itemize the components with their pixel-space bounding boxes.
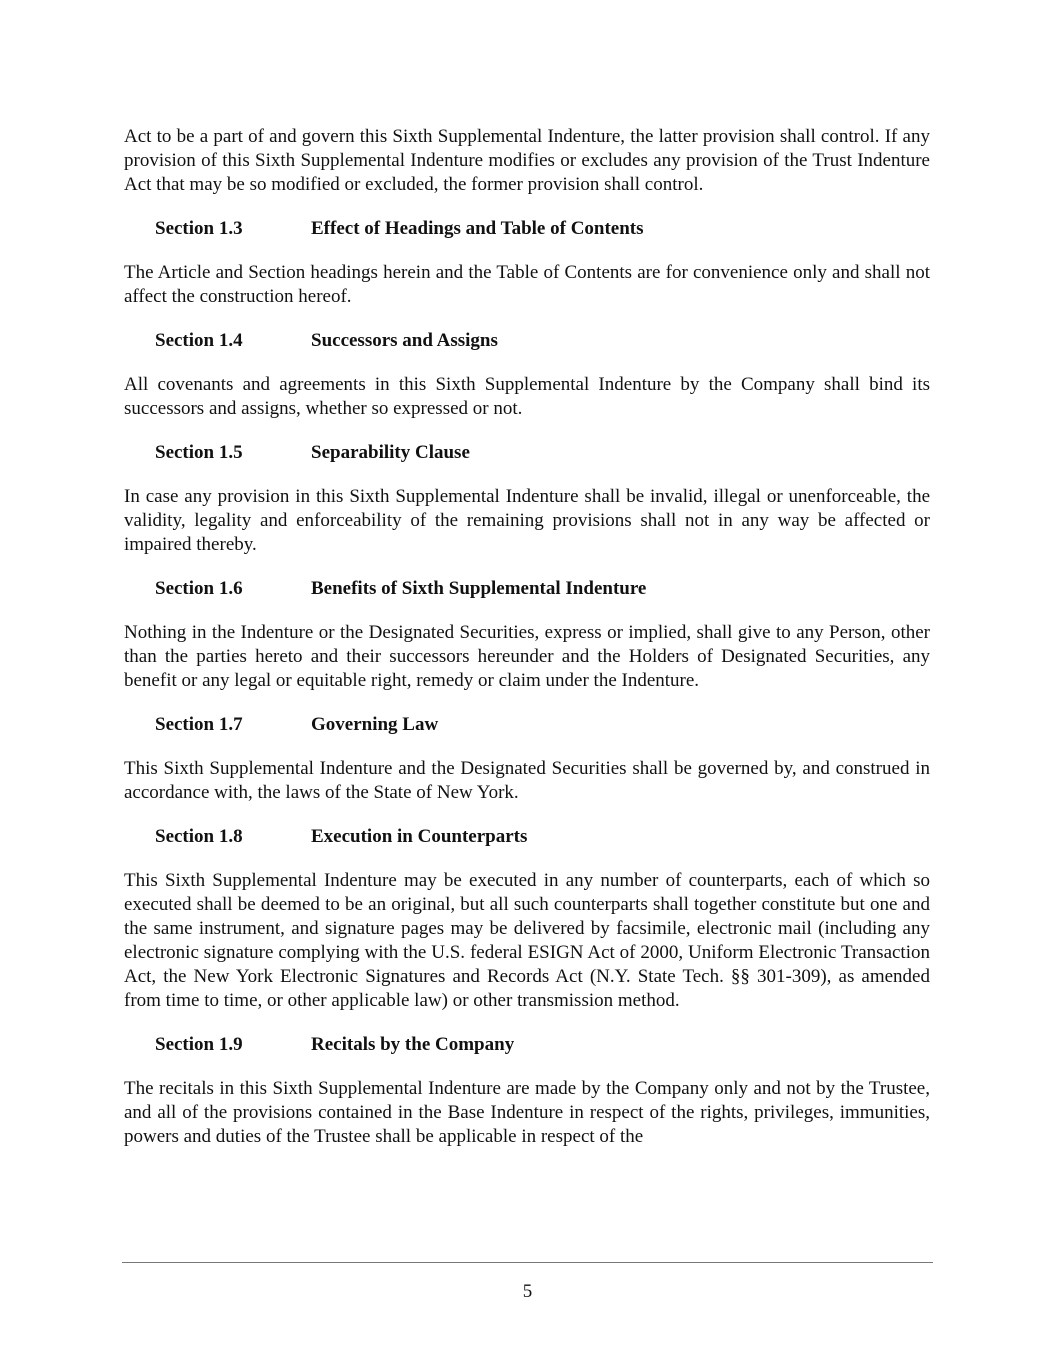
section-body: The recitals in this Sixth Supplemental Indenture are made by the Company only and not by the Trustee, and all of the provisions contained in the Base Indenture in respect of the rights, privileges, immunities, powers and duties of the Trustee shall be applicable in respect of the [124,1078,930,1147]
section-number: Section 1.9 [155,1034,243,1055]
footer-divider [122,1262,933,1263]
section-heading [124,825,930,849]
section-heading [124,577,930,601]
section-title: Execution in Counterparts [311,826,528,847]
section-title: Effect of Headings and Table of Contents [311,218,644,239]
section-body: This Sixth Supplemental Indenture and the Designated Securities shall be governed by, and construed in accordance with, the laws of the State of New York. [124,758,930,803]
document-page [124,125,930,1149]
section-heading [124,217,930,241]
section-body: The Article and Section headings herein and the Table of Contents are for convenience only and shall not affect the construction hereof. [124,262,930,307]
section-heading [124,713,930,737]
section-title: Recitals by the Company [311,1034,515,1055]
intro-paragraph: Act to be a part of and govern this Sixth Supplemental Indenture, the latter provision shall control. If any provision of this Sixth Supplemental Indenture modifies or excludes any provision of the Trust Indenture Act that may be so modified or excluded, the former provision shall control. [124,126,930,195]
section-title: Successors and Assigns [311,330,498,351]
section-title: Separability Clause [311,442,470,463]
page-number: 5 [522,1281,533,1302]
section-number: Section 1.6 [155,578,243,599]
section-body: All covenants and agreements in this Sixth Supplemental Indenture by the Company shall bind its successors and assigns, whether so expressed or not. [124,374,930,419]
section-number: Section 1.8 [155,826,243,847]
section-heading [124,1033,930,1057]
section-heading [124,329,930,353]
section-number: Section 1.4 [155,330,243,351]
section-body: In case any provision in this Sixth Supplemental Indenture shall be invalid, illegal or unenforceable, the validity, legality and enforceability of the remaining provisions shall not in any way be affected or impaired thereby. [124,486,930,555]
section-number: Section 1.5 [155,442,243,463]
section-body: This Sixth Supplemental Indenture may be executed in any number of counterparts, each of which so executed shall be deemed to be an original, but all such counterparts shall together constitute but one and the same instrument, and signature pages may be delivered by facsimile, electronic mail (including any electronic signature complying with the U.S. federal ESIGN Act of 2000, Uniform Electronic Transaction Act, the New York Electronic Signatures and Records Act (N.Y. State Tech. §§ 301-309), as amended from time to time, or other applicable law) or other transmission method. [124,870,930,1011]
section-number: Section 1.3 [155,218,243,239]
section-number: Section 1.7 [155,714,243,735]
section-title: Benefits of Sixth Supplemental Indenture [311,578,647,599]
section-title: Governing Law [311,714,439,735]
section-body: Nothing in the Indenture or the Designated Securities, express or implied, shall give to any Person, other than the parties hereto and their successors hereunder and the Holders of Designated Securities, any benefit or any legal or equitable right, remedy or claim under the Indenture. [124,622,930,691]
section-heading [124,441,930,465]
